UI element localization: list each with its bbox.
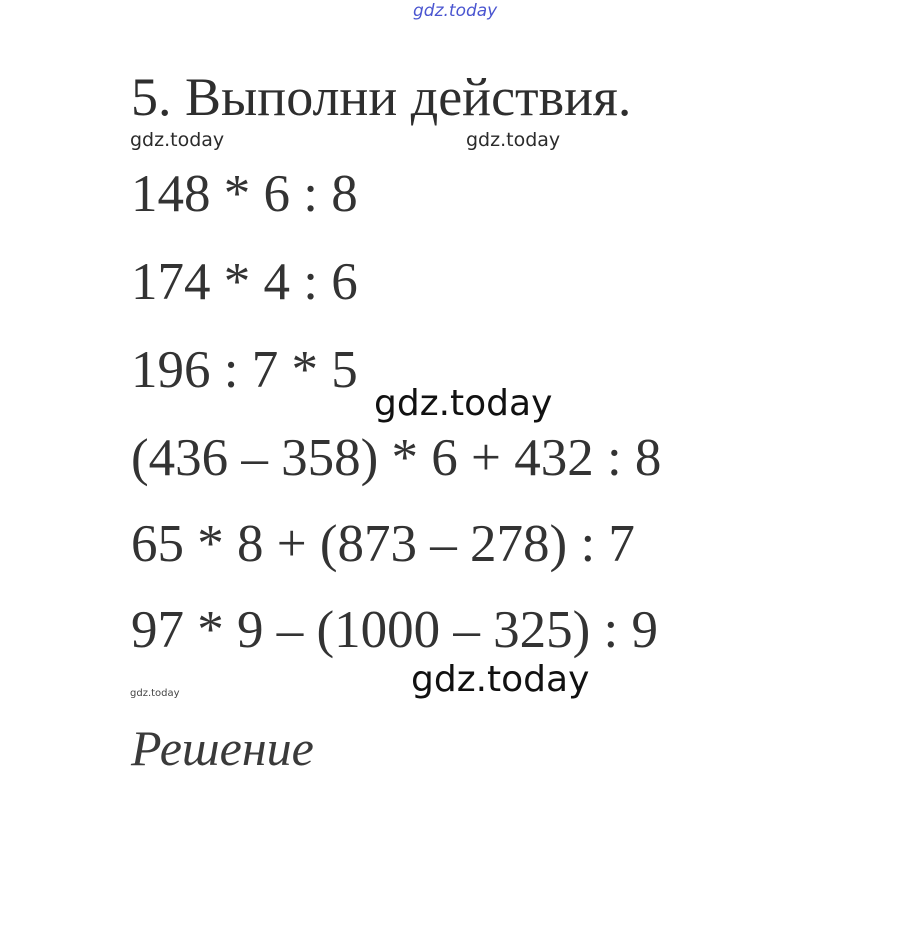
- expression-6: 97 * 9 – (1000 – 325) : 9: [131, 601, 659, 659]
- task-title: 5. Выполни действия.: [131, 67, 632, 127]
- expression-4: (436 – 358) * 6 + 432 : 8: [131, 429, 662, 487]
- expression-2: 174 * 4 : 6: [131, 253, 358, 311]
- solution-label: Решение: [131, 720, 314, 776]
- watermark-large-1: gdz.today: [374, 383, 553, 424]
- expression-1: 148 * 6 : 8: [131, 165, 358, 223]
- watermark-large-2: gdz.today: [411, 659, 590, 700]
- watermark-top: gdz.today: [413, 1, 498, 21]
- watermark-small-center: gdz.today: [466, 129, 561, 151]
- watermark-small-left: gdz.today: [130, 129, 225, 151]
- expression-3: 196 : 7 * 5: [131, 341, 358, 399]
- watermark-tiny: gdz.today: [130, 688, 180, 699]
- expression-5: 65 * 8 + (873 – 278) : 7: [131, 515, 635, 573]
